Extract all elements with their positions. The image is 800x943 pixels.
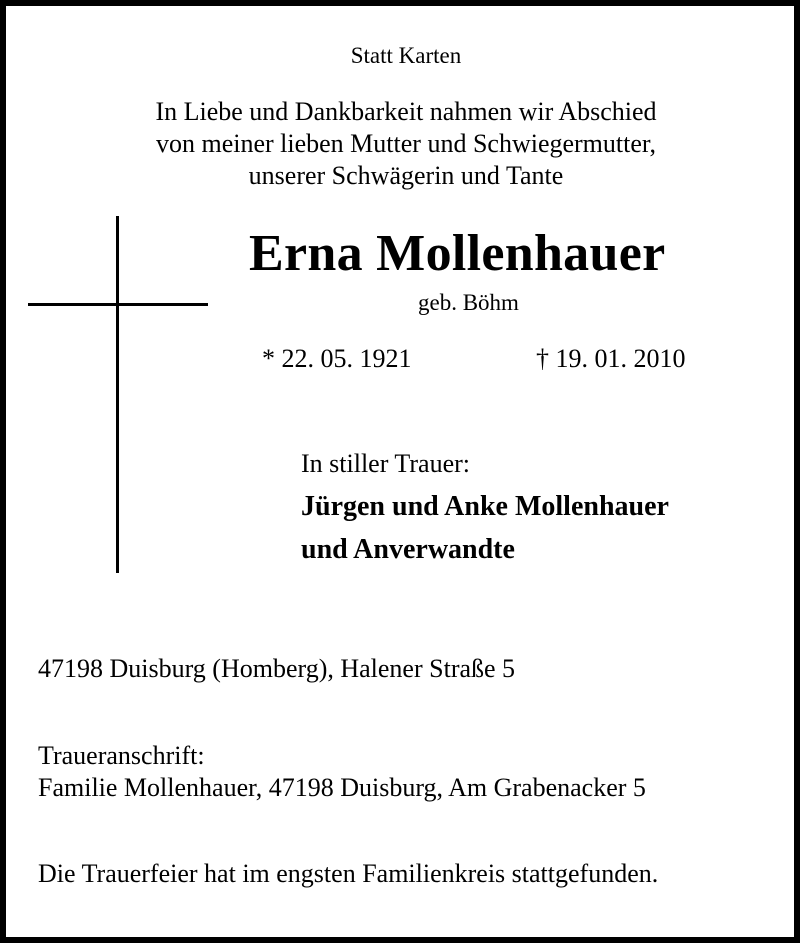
maiden-name: geb. Böhm — [418, 290, 519, 315]
cross-horizontal-bar — [28, 303, 208, 306]
intro-line-3: unserer Schwägerin und Tante — [248, 161, 564, 190]
cross-vertical-bar — [116, 216, 119, 573]
intro-line-2: von meiner lieben Mutter und Schwiegermutter, — [155, 129, 657, 158]
mourners-line-1: Jürgen und Anke Mollenhauer — [301, 491, 669, 522]
header-text: Statt Karten — [350, 43, 462, 68]
deceased-name: Erna Mollenhauer — [249, 225, 666, 282]
mourners-line-2: und Anverwandte — [301, 534, 515, 565]
mourning-address-label: Traueranschrift: — [38, 741, 205, 770]
intro-line-1: In Liebe und Dankbarkeit nahmen wir Abschied — [155, 97, 657, 126]
mourning-address: Familie Mollenhauer, 47198 Duisburg, Am Grabenacker 5 — [38, 773, 646, 802]
funeral-notice: Die Trauerfeier hat im engsten Familienkreis stattgefunden. — [38, 859, 659, 888]
death-date: † 19. 01. 2010 — [536, 344, 686, 373]
residence-address: 47198 Duisburg (Homberg), Halener Straße 5 — [38, 654, 516, 683]
birth-date: * 22. 05. 1921 — [262, 344, 412, 373]
mourning-label: In stiller Trauer: — [301, 449, 470, 478]
